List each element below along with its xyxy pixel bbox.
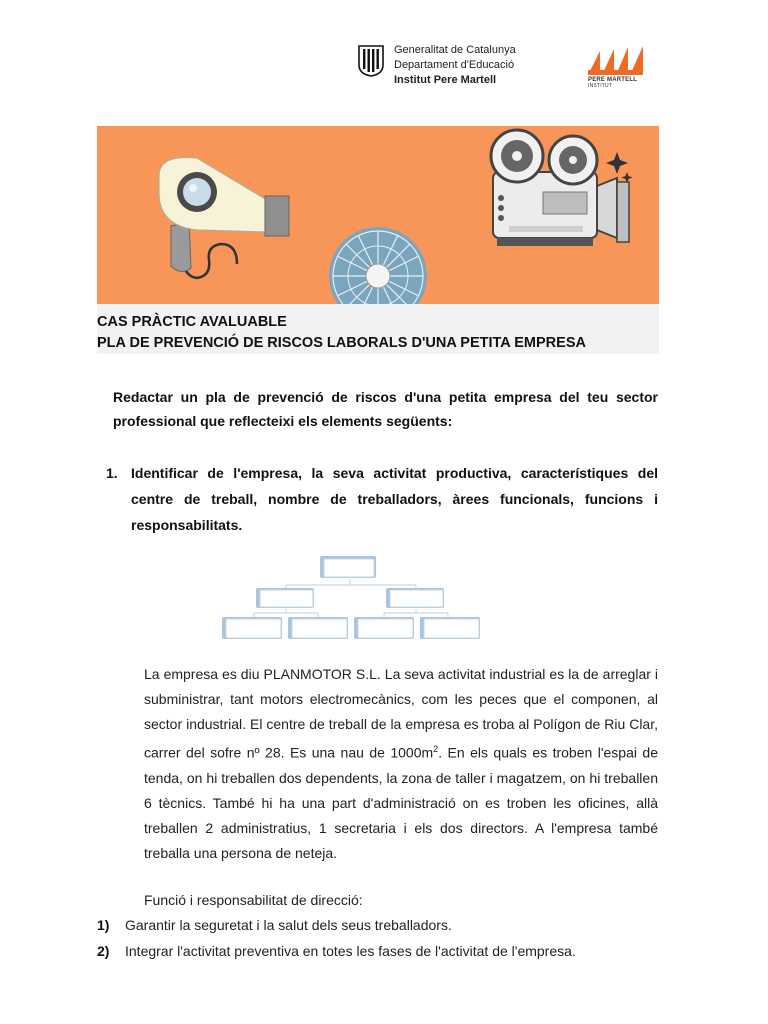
list-item <box>97 939 576 964</box>
film-projector-icon <box>491 130 629 246</box>
logo-text <box>588 77 637 89</box>
fan-icon <box>329 227 427 304</box>
case-title-line2: PLA DE PREVENCIÓ DE RISCOS LABORALS D'UNA PETITA EMPRESA <box>97 335 586 351</box>
header-line-generalitat: Generalitat de Catalunya <box>394 44 516 56</box>
item1-text: Identificar de l'empresa, la seva activitat productiva, característiques del centre de treball, nombre de treballadors, àrees funcionals, funcions i responsabilitats. <box>131 465 658 533</box>
list-item <box>97 913 452 938</box>
header-line-institute: Institut Pere Martell <box>394 74 497 86</box>
org-box-mid-right <box>386 588 444 608</box>
list-item-text: Integrar l'activitat preventiva en totes les fases de l'activitat de l'empresa. <box>125 943 576 959</box>
sparkle-icon <box>606 152 633 183</box>
header-institution <box>394 43 516 88</box>
logo-sub: INSTITUT <box>588 83 613 89</box>
hair-dryer-icon <box>159 157 289 278</box>
header-line-department: Departament d'Educació <box>394 59 515 71</box>
org-box-bottom-3 <box>354 617 414 639</box>
list-item-text: Garantir la seguretat i la salut dels seus treballadors. <box>125 917 452 933</box>
paragraph-part-2: . En els quals es troben l'espai de tenda, on hi treballen dos dependents, la zona de taller i magatzem, on hi treballen 6 tècnics. També hi ha una part d'administració on es troben les oficines, allà treballen 2 administratius, 1 secretaria i els dos directors. A l'empresa també treballa una persona de neteja. <box>144 744 658 861</box>
banner-illustration <box>97 126 659 304</box>
list-item-number: 1) <box>97 917 110 933</box>
org-chart-diagram <box>220 555 482 645</box>
company-description-paragraph <box>144 662 658 866</box>
logo-name: PERE MARTELL <box>588 77 638 83</box>
org-box-mid-left <box>256 588 314 608</box>
list-item-number: 2) <box>97 943 110 959</box>
direction-function-label: Funció i responsabilitat de direcció: <box>144 892 363 908</box>
org-box-bottom-2 <box>288 617 348 639</box>
org-box-bottom-1 <box>222 617 282 639</box>
intro-instruction: Redactar un pla de prevenció de riscos d'una petita empresa del teu sector professional que reflecteixi els elements següents: <box>113 389 658 429</box>
org-box-bottom-4 <box>420 617 480 639</box>
generalitat-shield-icon <box>358 45 384 77</box>
org-box-top <box>320 556 376 578</box>
case-title <box>97 312 586 354</box>
case-title-line1: CAS PRÀCTIC AVALUABLE <box>97 314 287 330</box>
paragraph-part-1: La empresa es diu PLANMOTOR S.L. La seva activitat industrial es la de arreglar i subministrar, tant motors electromecànics, com les peces que el componen, al sector industrial. El centre de treball de la empresa es troba al Polígon de Riu Clar, carrer del sofre nº 28. Es una nau de 1000m <box>144 666 658 761</box>
paragraph-superscript: 2 <box>433 744 439 754</box>
item1-number: 1. <box>106 465 118 481</box>
